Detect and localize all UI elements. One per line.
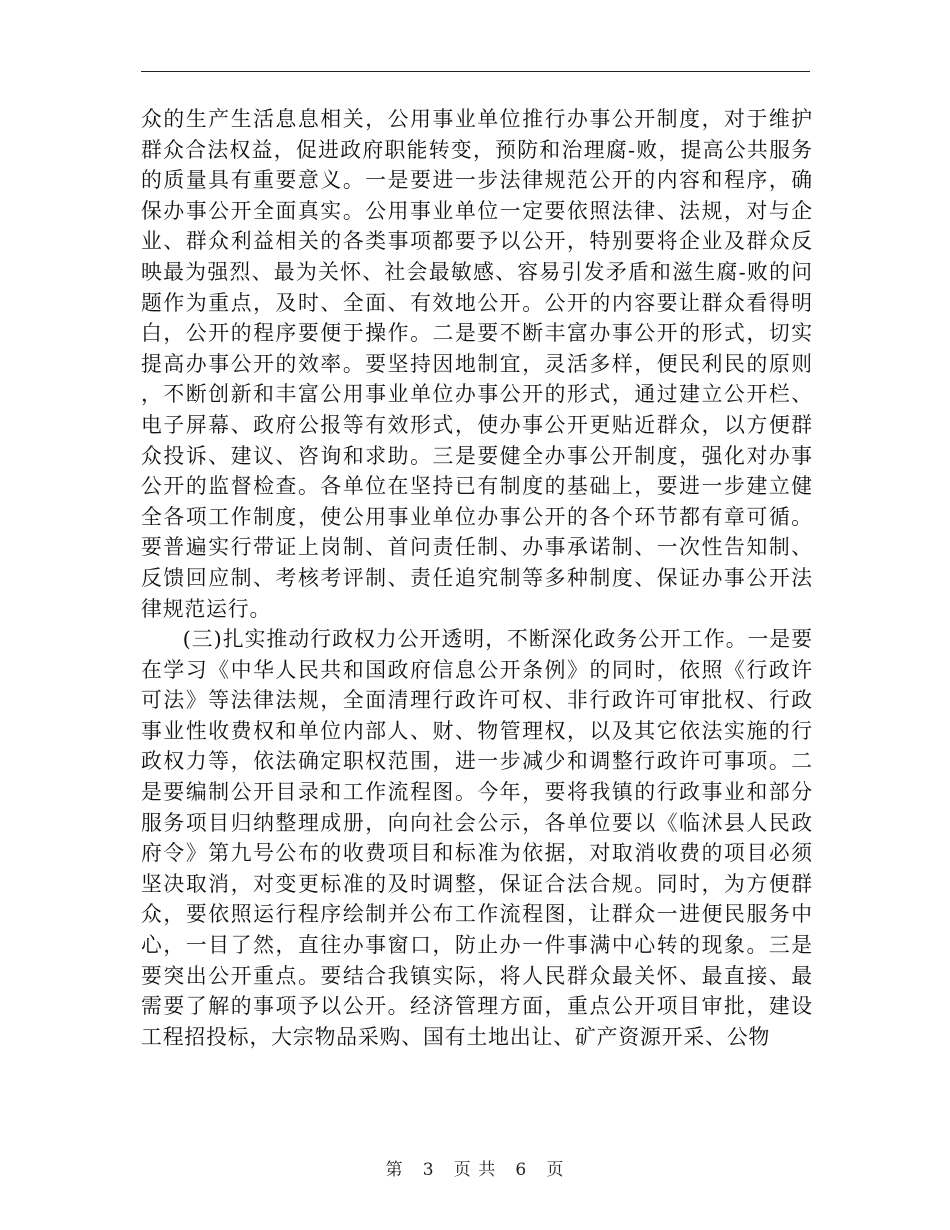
page-footer (0, 1155, 950, 1180)
footer-middle: 页 共 (453, 1160, 497, 1180)
footer-page-number: 3 (422, 1160, 435, 1180)
footer-prefix: 第 (385, 1160, 404, 1180)
footer-page-total: 6 (515, 1160, 528, 1180)
paragraph-1: 众的生产生活息息相关，公用事业单位推行办事公开制度，对于维护群众合法权益，促进政府职能转变，预防和治理腐-败，提高公共服务的质量具有重要意义。一是要进一步法律规范公开的内容和程序，确保办事公开全面真实。公用事业单位一定要依照法律、法规，对与企业、群众利益相关的各类事项都要予以公开，特别要将企业及群众反映最为强烈、最为关怀、社会最敏感、容易引发矛盾和滋生腐-败的问题作为重点，及时、全面、有效地公开。公开的内容要让群众看得明白，公开的程序要便于操作。二是要不断丰富办事公开的形式，切实提高办事公开的效率。要坚持因地制宜，灵活多样，便民利民的原则，不断创新和丰富公用事业单位办事公开的形式，通过建立公开栏、电子屏幕、政府公报等有效形式，使办事公开更贴近群众，以方便群众投诉、建议、咨询和求助。三是要健全办事公开制度，强化对办事公开的监督检查。各单位在坚持已有制度的基础上，要进一步建立健全各项工作制度，使公用事业单位办事公开的各个环节都有章可循。要普遍实行带证上岗制、首问责任制、办事承诺制、一次性告知制、反馈回应制、考核考评制、责任追究制等多种制度、保证办事公开法律规范运行。 (141, 107, 813, 621)
paragraph-2: (三)扎实推动行政权力公开透明，不断深化政务公开工作。一是要在学习《中华人民共和国政府信息公开条例》的同时，依照《行政许可法》等法律法规，全面清理行政许可权、非行政许可审批权、行政事业性收费权和单位内部人、财、物管理权，以及其它依法实施的行政权力等，依法确定职权范围，进一步减少和调整行政许可事项。二是要编制公开目录和工作流程图。今年，要将我镇的行政事业和部分服务项目归纳整理成册，向向社会公示，各单位要以《临沭县人民政府令》第九号公布的收费项目和标准为依据，对取消收费的项目必须坚决取消，对变更标准的及时调整，保证合法合规。同时，为方便群众，要依照运行程序绘制并公布工作流程图，让群众一进便民服务中心，一目了然，直往办事窗口，防止办一件事满中心转的现象。三是要突出公开重点。要结合我镇实际，将人民群众最关怀、最直接、最需要了解的事项予以公开。经济管理方面，重点公开项目审批，建设工程招投标，大宗物品采购、国有土地出让、矿产资源开采、公物 (141, 627, 813, 1049)
document-body (141, 104, 813, 1052)
header-rule (141, 71, 810, 72)
footer-suffix: 页 (546, 1160, 565, 1180)
